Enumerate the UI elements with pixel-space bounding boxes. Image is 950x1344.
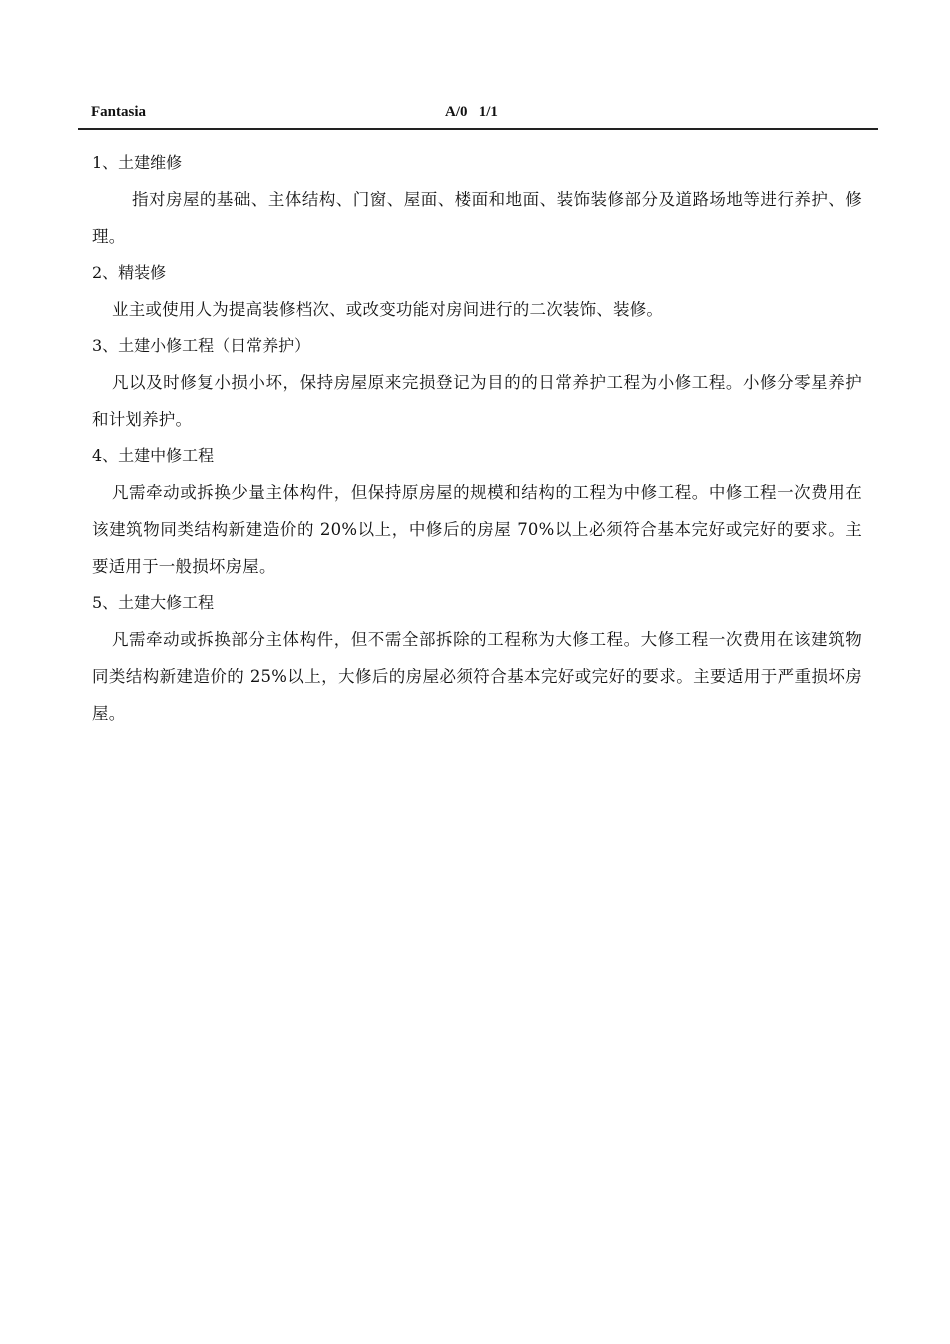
section-title: 1、土建维修 xyxy=(92,153,183,172)
section-fine-decoration xyxy=(92,255,862,328)
section-body: 凡需牵动或拆换少量主体构件，但保持原房屋的规模和结构的工程为中修工程。中修工程一次费用在该建筑物同类结构新建造价的 20%以上，中修后的房屋 70%以上必须符合基本完好或完好的要求。主要适用于一般损坏房屋。 xyxy=(92,483,862,576)
section-title: 2、精装修 xyxy=(92,263,167,282)
section-civil-maintenance xyxy=(92,145,862,255)
section-title: 3、土建小修工程（日常养护） xyxy=(92,336,311,355)
company-name: Fantasia xyxy=(91,104,147,120)
section-title: 5、土建大修工程 xyxy=(92,593,215,612)
section-medium-repair xyxy=(92,438,862,585)
section-body: 业主或使用人为提高装修档次、或改变功能对房间进行的二次装饰、装修。 xyxy=(112,300,664,319)
section-title: 4、土建中修工程 xyxy=(92,446,215,465)
page-header xyxy=(78,102,878,130)
section-body: 指对房屋的基础、主体结构、门窗、屋面、楼面和地面、装饰装修部分及道路场地等进行养护、修理。 xyxy=(92,190,862,246)
section-major-repair xyxy=(92,585,862,732)
section-body: 凡以及时修复小损小坏，保持房屋原来完损登记为目的的日常养护工程为小修工程。小修分零星养护和计划养护。 xyxy=(92,373,862,429)
document-body xyxy=(92,145,862,732)
document-number: A/0 1/1 xyxy=(445,104,498,120)
section-body: 凡需牵动或拆换部分主体构件，但不需全部拆除的工程称为大修工程。大修工程一次费用在该建筑物同类结构新建造价的 25%以上，大修后的房屋必须符合基本完好或完好的要求。主要适用于严重损坏房屋。 xyxy=(92,630,862,723)
section-minor-repair xyxy=(92,328,862,438)
